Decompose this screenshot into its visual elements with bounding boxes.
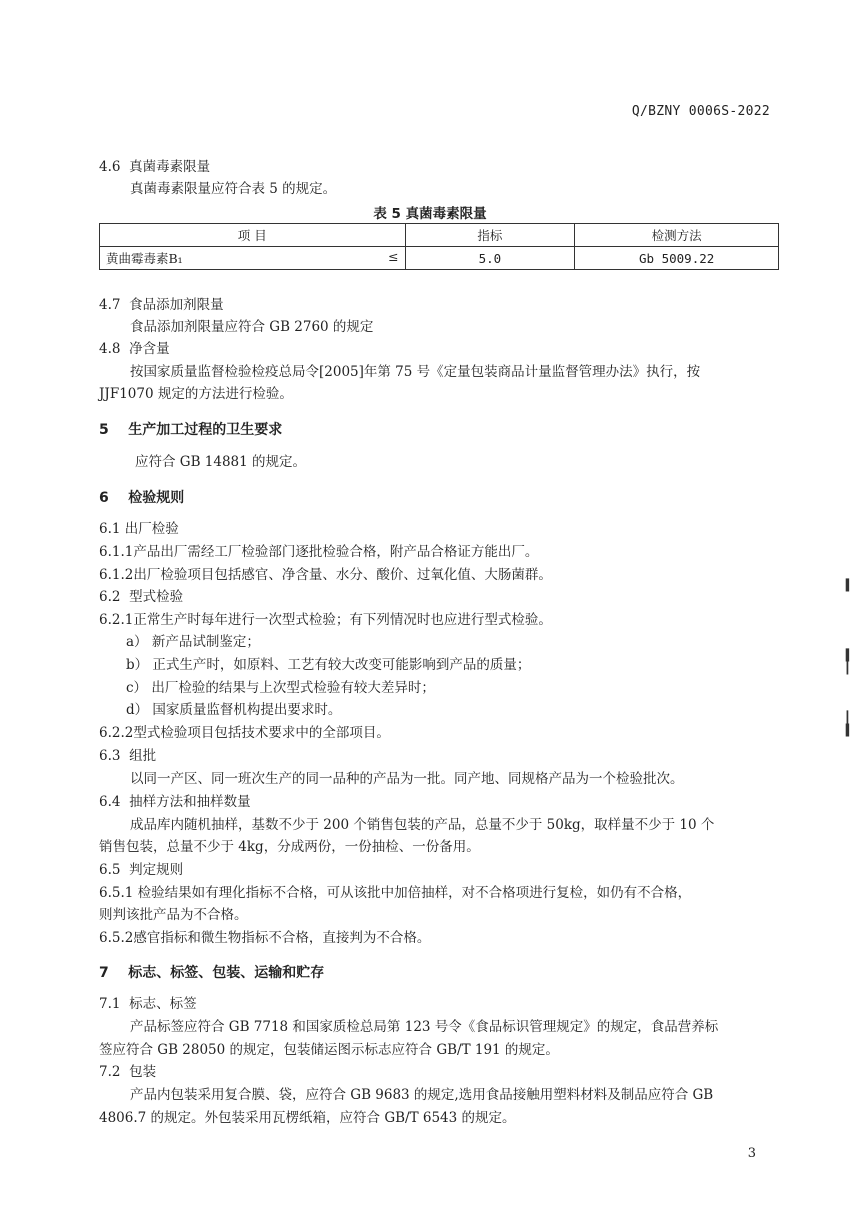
section-7-2-body-line1: 产品内包装采用复合膜、袋，应符合 GB 9683 的规定,选用食品接触用塑料材料及制品应符合 GB <box>130 1087 714 1103</box>
section-title: 型式检验 <box>129 589 184 605</box>
section-6-4-body-line2: 销售包装，总量不少于 4kg，分成两份，一份抽检、一份备用。 <box>99 839 480 855</box>
section-4-7-heading <box>99 296 224 314</box>
section-number: 6 <box>99 490 109 506</box>
section-title: 抽样方法和抽样数量 <box>129 794 251 810</box>
list-item: c） 出厂检验的结果与上次型式检验有较大差异时； <box>126 680 435 696</box>
section-title: 包装 <box>129 1064 157 1080</box>
section-4-8-heading <box>99 340 170 358</box>
section-number: 7.2 <box>99 1064 121 1080</box>
item-name: 黄曲霉毒素B₁ <box>106 251 183 266</box>
section-title: 净含量 <box>129 341 170 357</box>
section-title: 食品添加剂限量 <box>129 297 224 313</box>
section-7-1-body-line1: 产品标签应符合 GB 7718 和国家质检总局第 123 号令《食品标识管理规定》的规定，食品营养标 <box>130 1019 719 1035</box>
section-7-heading <box>99 962 324 982</box>
table-5-caption: 表 5 真菌毒素限量 <box>373 206 487 222</box>
section-number: 6.5 <box>99 862 121 878</box>
section-7-1-body-line2: 签应符合 GB 28050 的规定，包装储运图示标志应符合 GB/T 191 的规定。 <box>99 1042 559 1058</box>
section-number: 6.3 <box>99 748 121 764</box>
section-4-8-body-line1: 按国家质量监督检验检疫总局令[2005]年第 75 号《定量包装商品计量监督管理办法》执行，按 <box>130 364 701 380</box>
section-7-2-body-line2: 4806.7 的规定。外包装采用瓦楞纸箱，应符合 GB/T 6543 的规定。 <box>99 1110 516 1126</box>
section-title: 检验规则 <box>128 490 185 506</box>
section-4-6-body: 真菌毒素限量应符合表 5 的规定。 <box>130 181 337 197</box>
list-item: b） 正式生产时，如原料、工艺有较大改变可能影响到产品的质量； <box>126 657 531 673</box>
section-number: 4.8 <box>99 341 121 357</box>
section-6-1-2: 6.1.2出厂检验项目包括感官、净含量、水分、酸价、过氧化值、大肠菌群。 <box>99 567 552 583</box>
section-number: 7.1 <box>99 996 121 1012</box>
section-6-5-1-line1: 6.5.1 检验结果如有理化指标不合格，可从该批中加倍抽样，对不合格项进行复检，如仍有不合格， <box>99 885 692 901</box>
scan-edge-mark: ╽ <box>840 712 854 737</box>
section-title: 生产加工过程的卫生要求 <box>128 422 283 438</box>
section-6-2-2: 6.2.2型式检验项目包括技术要求中的全部项目。 <box>99 725 390 741</box>
section-title: 组批 <box>129 748 157 764</box>
comparison-operator: ≤ <box>388 249 399 264</box>
section-6-4-heading <box>99 793 251 811</box>
scan-edge-mark: ╹ <box>840 580 854 605</box>
section-5-body: 应符合 GB 14881 的规定。 <box>135 454 307 470</box>
section-number: 5 <box>99 422 109 438</box>
list-item: d） 国家质量监督机构提出要求时。 <box>126 702 342 718</box>
section-number: 6.4 <box>99 794 121 810</box>
section-6-5-heading <box>99 861 183 879</box>
table-row <box>100 247 779 270</box>
section-4-6-heading <box>99 158 210 176</box>
section-number: 6.2 <box>99 589 121 605</box>
section-number: 4.6 <box>99 159 121 175</box>
scan-edge-mark: ╿ <box>840 650 854 675</box>
list-item: a） 新产品试制鉴定； <box>126 634 260 650</box>
section-5-heading <box>99 419 282 439</box>
section-6-1-1: 6.1.1产品出厂需经工厂检验部门逐批检验合格，附产品合格证方能出厂。 <box>99 544 539 560</box>
section-6-5-2: 6.5.2感官指标和微生物指标不合格，直接判为不合格。 <box>99 930 431 946</box>
section-title: 标志、标签、包装、运输和贮存 <box>128 965 325 981</box>
section-6-1-heading <box>99 520 179 538</box>
cell-item <box>100 247 406 270</box>
section-6-3-body: 以同一产区、同一班次生产的同一品种的产品为一批。同产地、同规格产品为一个检验批次。 <box>130 771 684 787</box>
cell-value: 5.0 <box>405 247 575 270</box>
section-7-2-heading <box>99 1063 156 1081</box>
section-number: 4.7 <box>99 297 121 313</box>
section-6-5-1-line2: 则判该批产品为不合格。 <box>99 907 248 923</box>
section-title: 出厂检验 <box>124 521 179 537</box>
section-number: 7 <box>99 965 109 981</box>
table-5 <box>99 223 779 270</box>
header-limit: 指标 <box>405 224 575 247</box>
section-4-8-body-line2: JJF1070 规定的方法进行检验。 <box>99 386 293 402</box>
section-title: 判定规则 <box>129 862 184 878</box>
page-number: 3 <box>747 1146 756 1161</box>
section-6-2-1: 6.2.1正常生产时每年进行一次型式检验；有下列情况时也应进行型式检验。 <box>99 612 552 628</box>
section-6-heading <box>99 487 184 507</box>
section-4-7-body: 食品添加剂限量应符合 GB 2760 的规定 <box>130 319 374 335</box>
table-header-row <box>100 224 779 247</box>
header-method: 检测方法 <box>575 224 779 247</box>
section-6-3-heading <box>99 747 156 765</box>
section-7-1-heading <box>99 995 197 1013</box>
section-title: 真菌毒素限量 <box>129 159 211 175</box>
section-number: 6.1 <box>99 521 121 537</box>
document-code: Q/BZNY 0006S-2022 <box>631 104 770 119</box>
section-6-4-body-line1: 成品库内随机抽样，基数不少于 200 个销售包装的产品，总量不少于 50kg，取样量不少于 10 个 <box>130 817 715 833</box>
cell-method: Gb 5009.22 <box>575 247 779 270</box>
header-item: 项 目 <box>100 224 406 247</box>
section-6-2-heading <box>99 588 183 606</box>
section-title: 标志、标签 <box>129 996 197 1012</box>
